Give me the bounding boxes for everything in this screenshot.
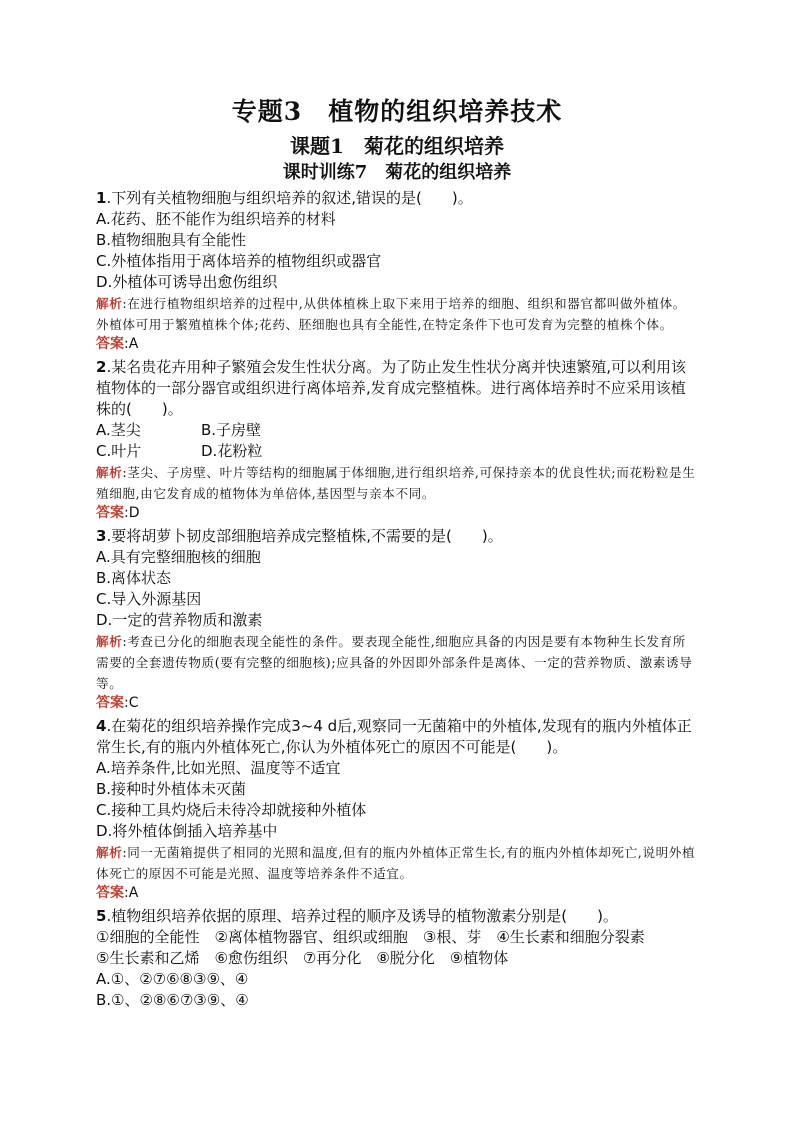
question-stem: 4.在菊花的组织培养操作完成3~4 d后,观察同一无菌箱中的外植体,发现有的瓶内外植体正常生长,有的瓶内外植体死亡,你认为外植体死亡的原因不可能是( )。 (96, 717, 692, 756)
option-c: C.接种工具灼烧后未待冷却就接种外植体 (96, 801, 367, 819)
question-stem: 5.植物组织培养依据的原理、培养过程的顺序及诱导的植物激素分别是( )。 (96, 907, 618, 925)
analysis: 解析:在进行植物组织培养的过程中,从供体植株上取下来用于培养的细胞、组织和器官都叫做外植体。外植体可用于繁殖植株个体;花药、胚细胞也具有全能性,在特定条件下也可发育为完整的植株个体。 (96, 296, 686, 332)
question-stem: 1.下列有关植物细胞与组织培养的叙述,错误的是( )。 (96, 189, 473, 207)
option-a: A.培养条件,比如光照、温度等不适宜 (96, 759, 341, 777)
option-c: C.外植体指用于离体培养的植物组织或器官 (96, 252, 382, 270)
answer: 答案:A (96, 336, 139, 352)
option-c: C.导入外源基因 (96, 590, 202, 608)
option-b: B.接种时外植体未灭菌 (96, 780, 247, 798)
option-d: D.花粉粒 (201, 442, 263, 460)
option-d: D.将外植体倒插入培养基中 (96, 822, 278, 840)
option-b: B.植物细胞具有全能性 (96, 231, 247, 249)
item-list: ⑤生长素和乙烯 ⑥愈伤组织 ⑦再分化 ⑧脱分化 ⑨植物体 (96, 949, 509, 967)
option-b: B.离体状态 (96, 569, 172, 587)
analysis: 解析:茎尖、子房壁、叶片等结构的细胞属于体细胞,进行组织培养,可保持亲本的优良性状;而花粉粒是生殖细胞,由它发育成的植物体为单倍体,基因型与亲本不同。 (96, 465, 696, 501)
option-d: D.一定的营养物质和激素 (96, 611, 263, 629)
option-a: A.具有完整细胞核的细胞 (96, 548, 261, 566)
question-5 (96, 906, 698, 1011)
question-4 (96, 716, 698, 903)
option-c: C.叶片 (96, 442, 142, 460)
question-3 (96, 526, 698, 713)
option-row (96, 441, 698, 462)
analysis: 解析:考查已分化的细胞表现全能性的条件。要表现全能性,细胞应具备的内因是要有本物种生长发育所需要的全套遗传物质(要有完整的细胞核);应具备的外因即外部条件是离体、一定的营养物质、激素诱导等。 (96, 634, 693, 691)
answer: 答案:D (96, 505, 140, 521)
analysis: 解析:同一无菌箱提供了相同的光照和温度,但有的瓶内外植体正常生长,有的瓶内外植体却死亡,说明外植体死亡的原因不可能是光照、温度等培养条件不适宜。 (96, 845, 696, 881)
page-title: 专题3 植物的组织培养技术 (231, 97, 563, 126)
option-b: B.①、②⑧⑥⑦③⑨、④ (96, 991, 249, 1009)
question-stem: 2.某名贵花卉用种子繁殖会发生性状分离。为了防止发生性状分离并快速繁殖,可以利用该植物体的一部分器官或组织进行离体培养,发育成完整植株。进行离体培养时不应采用该植株的( )。 (96, 358, 686, 418)
question-stem: 3.要将胡萝卜韧皮部细胞培养成完整植株,不需要的是( )。 (96, 527, 503, 545)
document-page (96, 95, 698, 1011)
item-list: ①细胞的全能性 ②离体植物器官、组织或细胞 ③根、芽 ④生长素和细胞分裂素 (96, 928, 645, 946)
question-2 (96, 357, 698, 523)
question-1 (96, 188, 698, 354)
option-b: B.子房壁 (201, 421, 262, 439)
option-a: A.花药、胚不能作为组织培养的材料 (96, 210, 336, 228)
option-a: A.①、②⑦⑥⑧③⑨、④ (96, 970, 249, 988)
topic-subtitle: 课题1 菊花的组织培养 (290, 134, 504, 158)
answer: 答案:C (96, 695, 139, 711)
option-row (96, 420, 698, 441)
lesson-title: 课时训练7 菊花的组织培养 (282, 162, 512, 183)
option-a: A.茎尖 (96, 421, 141, 439)
option-d: D.外植体可诱导出愈伤组织 (96, 273, 278, 291)
answer: 答案:A (96, 885, 139, 901)
